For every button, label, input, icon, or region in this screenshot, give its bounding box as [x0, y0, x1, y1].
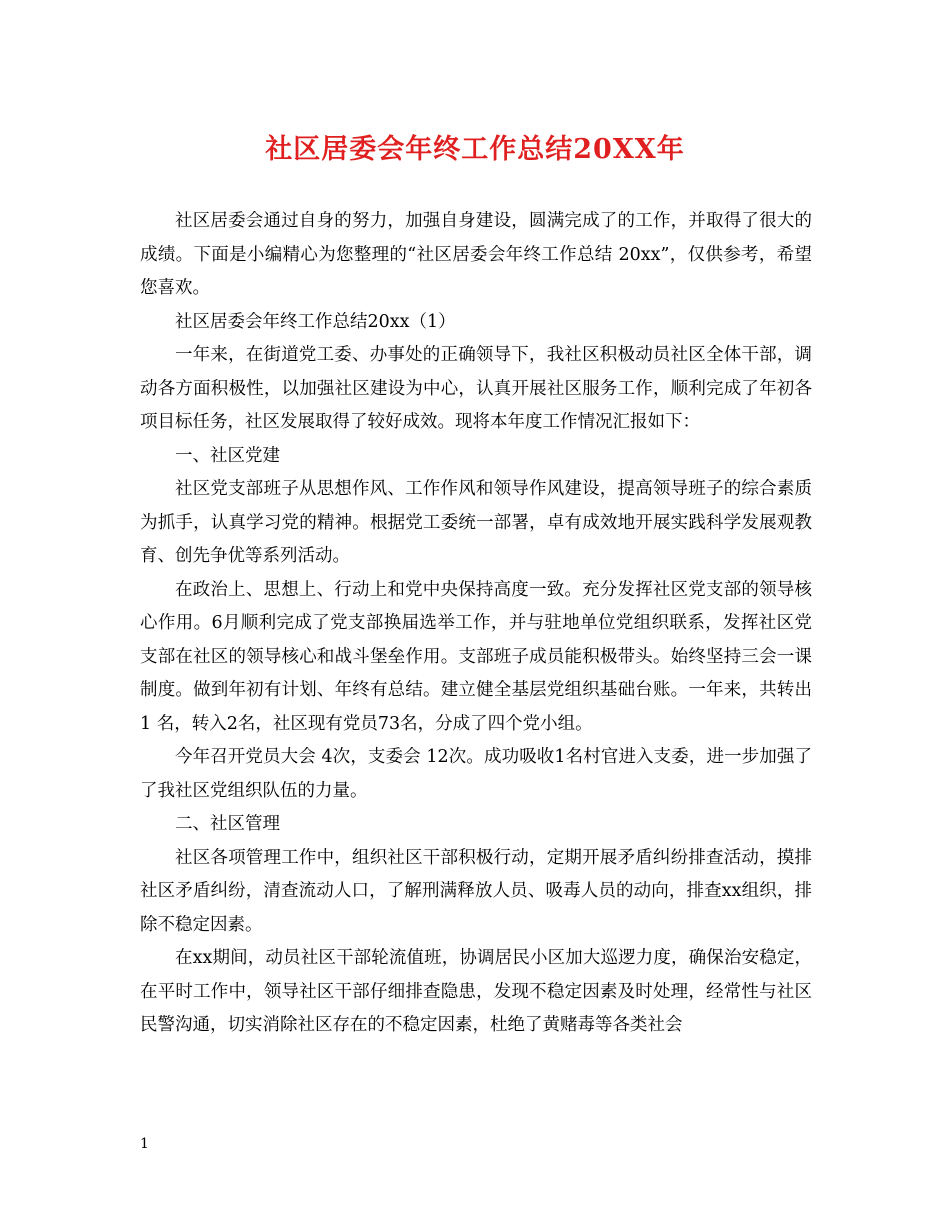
section-heading-community-management: 二、社区管理 [175, 814, 280, 834]
intro-paragraph: 社区居委会通过自身的努力，加强自身建设，圆满完成了的工作，并取得了很大的成绩。下面是小编精心为您整理的“社区居委会年终工作总结 20xx”，仅供参考，希望您喜欢。 [140, 211, 812, 298]
document-body [140, 205, 812, 1043]
section-heading-party-building: 一、社区党建 [175, 445, 280, 466]
page-number: 1 [140, 1136, 149, 1152]
party-building-paragraph-1: 社区党支部班子从思想作风、工作作风和领导作风建设，提高领导班子的综合素质为抓手，认真学习党的精神。根据党工委统一部署，卓有成效地开展实践科学发展观教育、创先争优等系列活动。 [140, 479, 812, 566]
management-paragraph-2: 在xx期间，动员社区干部轮流值班，协调居民小区加大巡逻力度，确保治安稳定，在平时工作中，领导社区干部仔细排查隐患，发现不稳定因素及时处理，经常性与社区民警沟通，切实消除社区存在的不稳定因素，杜绝了黄赌毒等各类社会 [140, 948, 812, 1035]
overview-paragraph: 一年来，在街道党工委、办事处的正确领导下，我社区积极动员社区全体干部，调动各方面积极性，以加强社区建设为中心，认真开展社区服务工作，顺利完成了年初各项目标任务，社区发展取得了较好成效。现将本年度工作情况汇报如下： [140, 345, 812, 432]
management-paragraph-1: 社区各项管理工作中，组织社区干部积极行动，定期开展矛盾纠纷排查活动，摸排社区矛盾纠纷，清查流动人口，了解刑满释放人员、吸毒人员的动向，排查xx组织，排除不稳定因素。 [140, 847, 812, 935]
document-title: 社区居委会年终工作总结20XX年 [265, 134, 685, 165]
section-heading-summary-1: 社区居委会年终工作总结20xx（1） [175, 311, 456, 332]
party-building-paragraph-3: 今年召开党员大会 4次，支委会 12次。成功吸收1名村官进入支委，进一步加强了了我社区党组织队伍的力量。 [140, 747, 812, 801]
party-building-paragraph-2: 在政治上、思想上、行动上和党中央保持高度一致。充分发挥社区党支部的领导核心作用。6月顺利完成了党支部换届选举工作，并与驻地单位党组织联系，发挥社区党支部在社区的领导核心和战斗堡垒作用。支部班子成员能积极带头。始终坚持三会一课制度。做到年初有计划、年终有总结。建立健全基层党组织基础台账。一年来，共转出 1 名，转入2名，社区现有党员73名，分成了四个党小组。 [140, 579, 812, 734]
